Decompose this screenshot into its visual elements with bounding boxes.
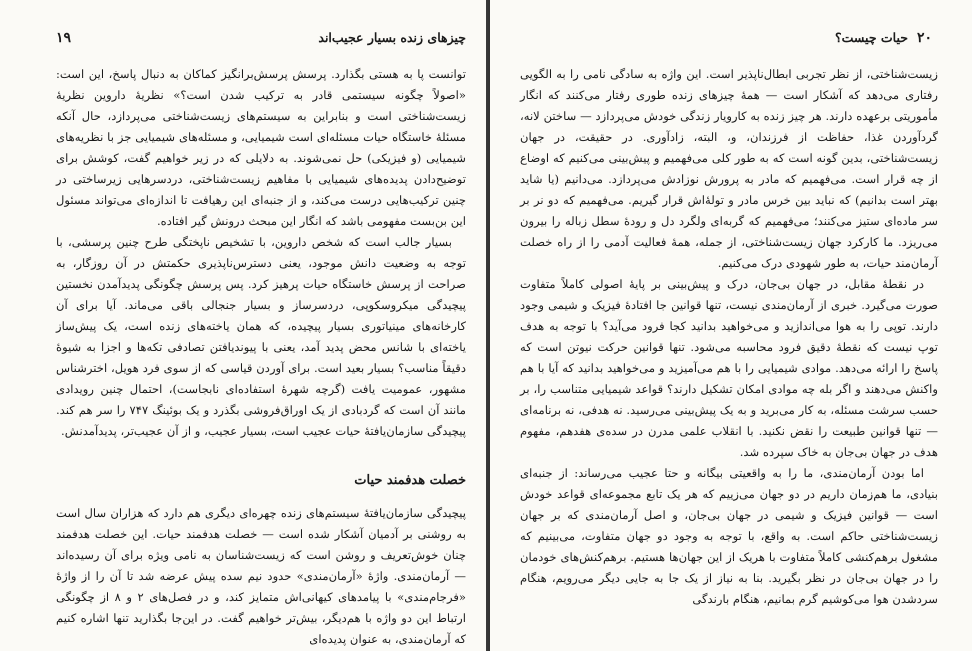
paragraph: اما بودن آرمان‌مندی، ما را به واقعیتی بیگانه و حتا عجیب می‌رساند: از جنبه‌ای بنیادی، ما هم‌زمان داریم در دو جهان می‌زییم که هر یک تابع مجموعه‌ای قواعد خودش است — قوانین فیزیک و شیمی در جهان بی‌جان، و اصل آرمان‌مندی که بر جهان زیست‌شناختی حاکم است. به واقع، با توجه به وجود دو جهان متفاوت، می‌بینیم که مشغول برهم‌کنشی کاملاً متفاوت با هریک از این جهان‌ها هستیم. برهم‌کنش‌های خودمان را در جهان بی‌جان در نظر بگیرید. بنا به نیاز از یک جا به جایی دیگر می‌رویم، هنگام سردشدن هوا می‌کوشیم گرم بمانیم، هنگام بارندگی xyxy=(520,466,938,606)
left-page-header xyxy=(56,30,466,50)
paragraph: زیست‌شناختی، از نظر تجربی ابطال‌ناپذیر است. این واژه به سادگی نامی را به الگویی رفتاری می‌دهد که آشکار است — همهٔ چیزهای زنده طوری رفتار می‌کنند که انگار مأموریتی برعهده دارند. هر چیز زنده به کارویار زندگی خودش می‌پردازد — ساختن لانه، گردآوردن غذا، حفاظت از فرزندان، و، البته، زادآوری. در حقیقت، در جهان زیست‌شناختی، بدین گونه است که به طور کلی می‌فهمیم و پیش‌بینی می‌کنیم که اوضاع از چه قرار است. می‌فهمیم که مادر به پرورش نوزادش می‌پردازد. می‌دانیم (یا شاید بهتر است بدانیم) که نباید بین خرس مادر و تولهٔ‌اش قرار گیریم. می‌فهمیم که دو نر بر سر ماده‌ای ستیز می‌کنند؛ می‌فهمیم که گربه‌ای ولگرد دل و رودهٔ سطل زباله را بیرون می‌ریزد. ما کارکرد جهان زیست‌شناختی، از جمله، همهٔ فعالیت آدمی را از راه خصلت آرمان‌مند حیات، به طور شهودی درک می‌کنیم. xyxy=(520,67,938,270)
paragraph: توانست پا به هستی بگذارد. پرسش پرسش‌برانگیز کماکان به دنبال پاسخ، این است: «اصولاً چگونه سیستمی قادر به ترکیب شدن است؟» نظریهٔ داروین نظریهٔ زیست‌شناختی است و بنابراین به سیستم‌های زیست‌شناختی می‌پردازد، حال آنکه مسئلهٔ خاستگاه حیات مسئله‌ای است شیمیایی، و مسئله‌های شیمیایی جز با نظریه‌های شیمیایی (و فیزیکی) حل نمی‌شوند. به دلایلی که در زیر خواهیم گفت، کوشش برای توضیح‌دادن پدیده‌های شیمیایی با مفاهیم زیست‌شناختی، دردسرهایی زیرساختی در چنین ترکیب‌هایی درست می‌کند، و از جنبه‌ای این رهیافت تا اندازه‌ای می‌تواند مسئول این بن‌بست مفهومی باشد که انگار این مبحث درونش گیر افتاده. xyxy=(56,67,466,228)
left-page-body xyxy=(56,64,466,650)
section-heading: خصلت هدفمند حیات xyxy=(354,473,466,488)
right-page-number: ۲۰ xyxy=(916,30,932,46)
paragraph: پیچیدگی سازمان‌یافتهٔ سیستم‌های زنده چهره‌ای دیگری هم دارد که هزاران سال است به روشنی بر آدمیان آشکار شده است — خصلت هدفمند حیات. این خصلت هدفمند چنان خوش‌تعریف و روشن است که زیست‌شناسان به نامی ویژه برای آن رسیده‌اند — آرمان‌مندی. واژهٔ «آرمان‌مندی» حدود نیم سده پیش عرضه شد تا آن را از واژهٔ «فرجام‌مندی» با پیامدهای کیهانی‌اش متمایز کند، و در فصل‌های ۲ و ۸ از چگونگی ارتباط این دو واژه با هم‌دیگر، بیش‌تر خواهیم گفت. در این‌جا بگذارید تنها اشاره کنیم که آرمان‌مندی، به عنوان پدیده‌ای xyxy=(56,506,466,646)
right-page-body xyxy=(520,64,938,610)
right-page-header xyxy=(520,30,932,50)
paragraph: در نقطهٔ مقابل، در جهان بی‌جان، درک و پیش‌بینی بر پایهٔ اصولی کاملاً متفاوت صورت می‌گیرد. خبری از آرمان‌مندی نیست، تنها قوانین جا افتادهٔ فیزیک و شیمی وجود دارند. توپی را به هوا می‌اندازید و می‌خواهید بدانید کجا فرود می‌آید؟ با توجه به هدف توپ نیست که نقطهٔ دقیق فرود محاسبه می‌شود. تنها قوانین حرکت نیوتن است که پاسخ را ارائه می‌دهد. موادی شیمیایی را با هم می‌آمیزید و می‌خواهید بدانید که آیا با هم واکنش می‌دهند و اگر بله چه موادی امکان تشکیل دارند؟ قواعد شیمیایی متناسب را، بر حسب سرشت مسئله، به کار می‌برید و به یک پیش‌بینی می‌رسید. نه هدفی، نه برنامه‌ای — تنها قوانین طبیعت را نقض نکنید. با انقلاب علمی مدرن در سده‌ی هفدهم، مفهوم هدف در جهان بی‌جان به خاک سپرده شد. xyxy=(520,277,938,459)
right-running-title: حیات چیست؟ xyxy=(835,30,908,45)
right-page xyxy=(490,0,972,651)
paragraph: بسیار جالب است که شخص داروین، با تشخیص ناپختگی طرح چنین پرسشی، با توجه به وضعیت دانش موجود، یعنی دسترس‌ناپذیری حکمتش در آن روزگار، به صراحت از پرسش خاستگاه حیات پرهیز کرد. پس پرسش چگونگی پدیدآمدن نخستین پیچیدگی میکروسکوپی، دردسرساز و بسیار جنجالی باقی می‌ماند. آیا برای آن کارخانه‌های مینیاتوری بسیار پیچیده، که همان یاخته‌های زنده است، یک پیش‌ساز یاخته‌ای با شانس محض پدید آمد، یعنی با پیوندیافتن تصادفی تکه‌ها و اجزا به شیوهٔ دقیقاً مناسب؟ بسیار بعید است. برای آوردن قیاسی که از سوی فرد هویل، اخترشناس مشهور، عمومیت یافت (گرچه شهرهٔ استفاده‌ای نابجاست)، احتمال چنین رویدادی مانند آن است که گردبادی از یک اوراق‌فروشی بگذرد و یک بوئینگ ۷۴۷ را سر هم کند. پیچیدگی سازمان‌یافتهٔ حیات عجیب است، بسیار عجیب، و از آن عجیب‌تر، پدیدآمدنش. xyxy=(56,235,466,438)
left-running-title: چیزهای زنده بسیار عجیب‌اند xyxy=(318,30,466,45)
left-page-number: ۱۹ xyxy=(56,30,72,46)
